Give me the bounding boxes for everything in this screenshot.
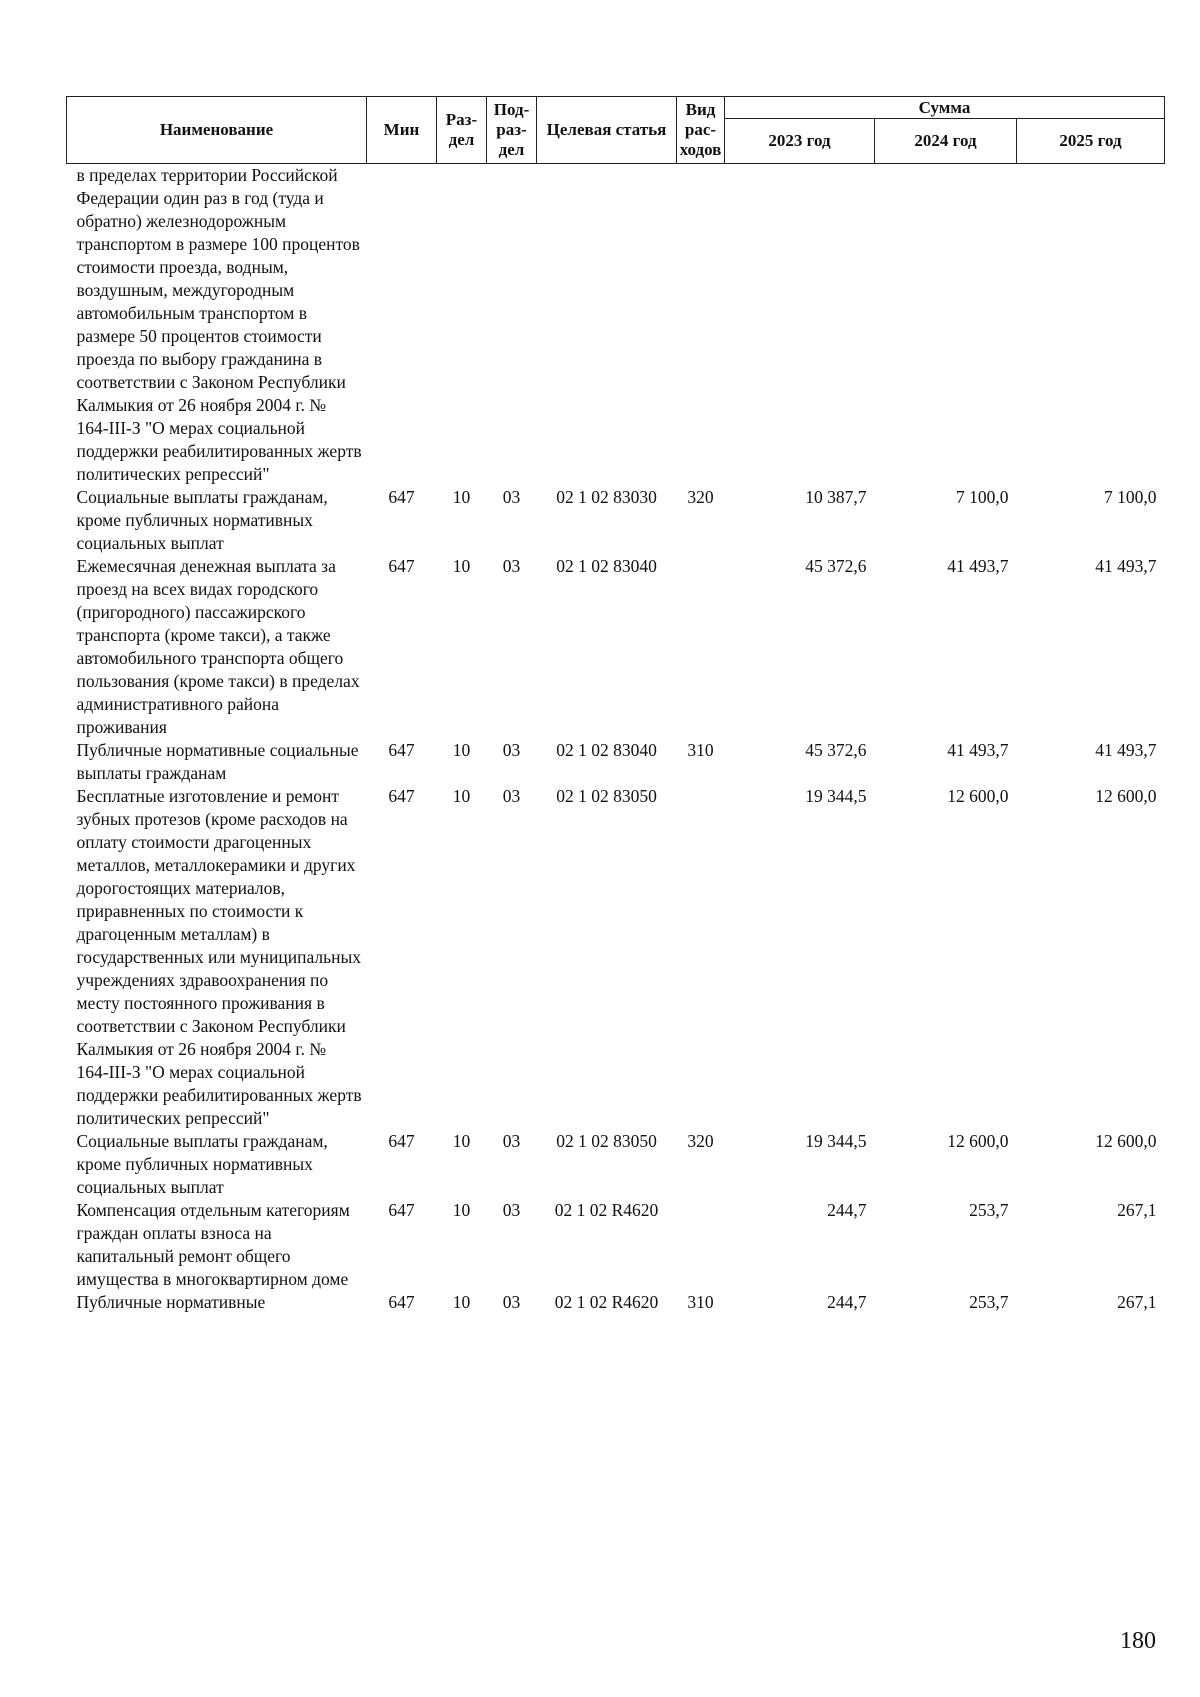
row-min: 647 — [388, 740, 415, 760]
page-number: 180 — [1120, 1628, 1156, 1654]
row-target: 02 1 02 83030 — [556, 487, 657, 507]
row-sum-2024: 253,7 — [969, 1200, 1009, 1220]
row-vid — [677, 555, 725, 739]
header-name: Наименование — [67, 97, 367, 164]
row-razdel — [437, 164, 487, 487]
row-podrazdel: 03 — [502, 1131, 521, 1151]
header-min: Мин — [367, 97, 437, 164]
table-row — [67, 785, 1165, 1130]
table-row — [67, 164, 1165, 487]
table-row — [67, 555, 1165, 739]
row-sum-2025: 7 100,0 — [1104, 487, 1157, 507]
row-sum-2023: 45 372,6 — [805, 740, 867, 760]
row-sum-2023: 45 372,6 — [805, 556, 867, 576]
row-sum-2025: 41 493,7 — [1095, 556, 1157, 576]
row-name: в пределах территории Российской Федерации один раз в год (туда и обратно) железнодорожным транспортом в размере 100 процентов стоимости проезда, водным, воздушным, междугородным автомобильным транспортом в размере 50 процентов стоимости проезда по выбору гражданина в соответствии с Законом Республики Калмыкия от 26 ноября 2004 г. № 164-III-З "О мерах социальной поддержки реабилитированных жертв политических репрессий" — [76, 165, 362, 484]
row-podrazdel: 03 — [502, 556, 521, 576]
header-sum: Сумма — [725, 97, 1165, 119]
budget-table — [66, 96, 1165, 1314]
row-razdel: 10 — [452, 487, 471, 507]
row-target: 02 1 02 83050 — [556, 786, 657, 806]
row-sum-2024: 12 600,0 — [947, 1131, 1009, 1151]
header-2023: 2023 год — [725, 119, 875, 164]
row-name: Ежемесячная денежная выплата за проезд на всех видах городского (пригородного) пассажирского транспорта (кроме такси), а также автомобильного транспорта общего пользования (кроме такси) в пределах административного района проживания — [76, 556, 360, 737]
row-target: 02 1 02 R4620 — [554, 1292, 659, 1312]
row-min: 647 — [388, 786, 415, 806]
row-name: Публичные нормативные социальные выплаты гражданам — [76, 740, 359, 783]
row-sum-2024: 253,7 — [969, 1292, 1009, 1312]
row-razdel: 10 — [452, 786, 471, 806]
row-podrazdel: 03 — [502, 1292, 521, 1312]
row-min: 647 — [388, 1131, 415, 1151]
row-razdel: 10 — [452, 1131, 471, 1151]
row-target: 02 1 02 R4620 — [554, 1200, 659, 1220]
row-target: 02 1 02 83040 — [556, 556, 657, 576]
row-name: Публичные нормативные — [76, 1292, 266, 1312]
row-podrazdel: 03 — [502, 1200, 521, 1220]
row-name: Социальные выплаты гражданам, кроме публичных нормативных социальных выплат — [76, 1131, 328, 1197]
row-vid — [677, 164, 725, 487]
row-vid — [677, 785, 725, 1130]
row-razdel: 10 — [452, 1292, 471, 1312]
row-sum-2024: 41 493,7 — [947, 740, 1009, 760]
row-target: 02 1 02 83050 — [556, 1131, 657, 1151]
table-header — [67, 97, 1165, 164]
row-sum-2025: 12 600,0 — [1095, 1131, 1157, 1151]
row-min: 647 — [388, 1200, 415, 1220]
row-sum-2025: 267,1 — [1117, 1292, 1157, 1312]
table-row — [67, 1291, 1165, 1314]
row-podrazdel: 03 — [502, 740, 521, 760]
table-row — [67, 1199, 1165, 1291]
row-vid: 320 — [687, 1131, 714, 1151]
row-podrazdel — [487, 164, 537, 487]
row-sum-2024: 41 493,7 — [947, 556, 1009, 576]
row-min: 647 — [388, 556, 415, 576]
header-2024: 2024 год — [875, 119, 1017, 164]
row-sum-2023: 19 344,5 — [805, 1131, 867, 1151]
row-vid: 310 — [687, 1292, 714, 1312]
row-razdel: 10 — [452, 556, 471, 576]
row-name: Социальные выплаты гражданам, кроме публичных нормативных социальных выплат — [76, 487, 328, 553]
row-sum-2024 — [875, 164, 1017, 487]
header-razdel: Раз-дел — [437, 97, 487, 164]
row-sum-2023: 244,7 — [827, 1292, 867, 1312]
header-vid: Вид рас-ходов — [677, 97, 725, 164]
row-min: 647 — [388, 1292, 415, 1312]
row-sum-2025: 267,1 — [1117, 1200, 1157, 1220]
table-row — [67, 739, 1165, 785]
row-min — [367, 164, 437, 487]
header-podrazdel: Под-раз-дел — [487, 97, 537, 164]
row-sum-2025: 12 600,0 — [1095, 786, 1157, 806]
header-2025: 2025 год — [1017, 119, 1165, 164]
table-row — [67, 486, 1165, 555]
row-min: 647 — [388, 487, 415, 507]
row-sum-2023: 10 387,7 — [805, 487, 867, 507]
row-name: Компенсация отдельным категориям граждан оплаты взноса на капитальный ремонт общего имущества в многоквартирном доме — [76, 1200, 350, 1289]
table-body — [67, 164, 1165, 1315]
row-sum-2023: 244,7 — [827, 1200, 867, 1220]
row-vid: 320 — [687, 487, 714, 507]
row-vid: 310 — [687, 740, 714, 760]
row-sum-2025 — [1017, 164, 1165, 487]
row-podrazdel: 03 — [502, 487, 521, 507]
row-sum-2024: 12 600,0 — [947, 786, 1009, 806]
row-name: Бесплатные изготовление и ремонт зубных протезов (кроме расходов на оплату стоимости драгоценных металлов, металлокерамики и других дорогостоящих материалов, приравненных по стоимости к драгоценным металлам) в государственных или муниципальных учреждениях здравоохранения по месту постоянного проживания в соответствии с Законом Республики Калмыкия от 26 ноября 2004 г. № 164-III-З "О мерах социальной поддержки реабилитированных жертв политических репрессий" — [76, 786, 362, 1128]
row-podrazdel: 03 — [502, 786, 521, 806]
row-razdel: 10 — [452, 740, 471, 760]
row-razdel: 10 — [452, 1200, 471, 1220]
table-row — [67, 1130, 1165, 1199]
row-target — [537, 164, 677, 487]
row-vid — [677, 1199, 725, 1291]
row-sum-2024: 7 100,0 — [956, 487, 1009, 507]
row-sum-2025: 41 493,7 — [1095, 740, 1157, 760]
header-target: Целевая статья — [537, 97, 677, 164]
row-sum-2023 — [725, 164, 875, 487]
row-sum-2023: 19 344,5 — [805, 786, 867, 806]
row-target: 02 1 02 83040 — [556, 740, 657, 760]
